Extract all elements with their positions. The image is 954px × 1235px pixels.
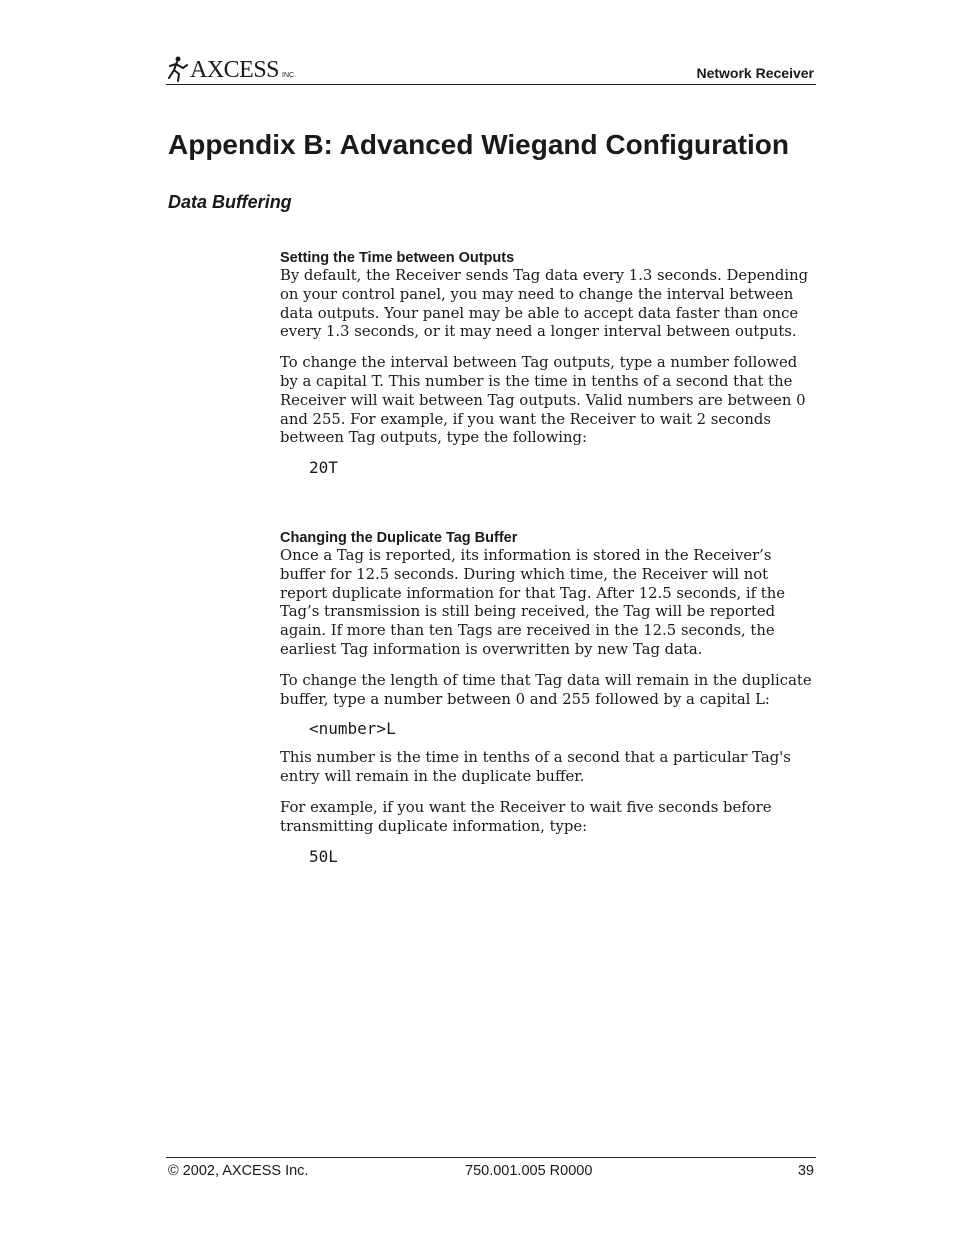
- subsection-heading: Setting the Time between Outputs: [280, 250, 515, 266]
- paragraph: To change the interval between Tag outputs, type a number followed by a capital T. This number is the time in tenths of a second that the Receiver will wait between Tag outputs. Valid numbers are between 0 and 255. For example, if you want the Receiver to wait 2 seconds between Tag outputs, type the following:: [280, 354, 806, 447]
- page-title: Appendix B: Advanced Wiegand Configuration: [168, 129, 789, 160]
- code-example: <number>L: [309, 719, 396, 739]
- logo-wordmark: AXCESS: [190, 57, 280, 83]
- footer-doc-number: 750.001.005 R0000: [465, 1163, 593, 1179]
- code-example: 50L: [309, 846, 338, 866]
- runner-icon: [166, 56, 188, 82]
- paragraph: For example, if you want the Receiver to wait five seconds before transmitting duplicate information, type:: [280, 798, 772, 835]
- paragraph: To change the length of time that Tag data will remain in the duplicate buffer, type a number between 0 and 255 followed by a capital L:: [280, 671, 812, 708]
- section-title: Data Buffering: [168, 192, 292, 212]
- page-header: [166, 52, 816, 85]
- footer-page-number: 39: [797, 1163, 814, 1179]
- paragraph: This number is the time in tenths of a second that a particular Tag's entry will remain in the duplicate buffer.: [280, 749, 791, 786]
- logo-inc: INC.: [282, 72, 297, 79]
- subsection-heading: Changing the Duplicate Tag Buffer: [280, 530, 518, 546]
- code-example: 20T: [309, 458, 338, 478]
- header-title: Network Receiver: [696, 65, 814, 81]
- subsection-time-between-outputs: [280, 249, 816, 477]
- page-footer: [166, 1157, 816, 1179]
- paragraph: Once a Tag is reported, its information is stored in the Receiver’s buffer for 12.5 seconds. During which time, the Receiver will not report duplicate information for that Tag. After 12.5 seconds, if the Tag’s transmission is still being received, the Tag will be reported again. If more than ten Tags are received in the 12.5 seconds, the earliest Tag information is overwritten by new Tag data.: [280, 547, 786, 658]
- subsection-duplicate-tag-buffer: [280, 529, 816, 866]
- paragraph: By default, the Receiver sends Tag data every 1.3 seconds. Depending on your control panel, you may need to change the interval between data outputs. Your panel may be able to accept data faster than once every 1.3 seconds, or it may need a longer interval between outputs.: [280, 267, 809, 341]
- footer-copyright: © 2002, AXCESS Inc.: [168, 1163, 309, 1179]
- axcess-logo: [166, 54, 296, 82]
